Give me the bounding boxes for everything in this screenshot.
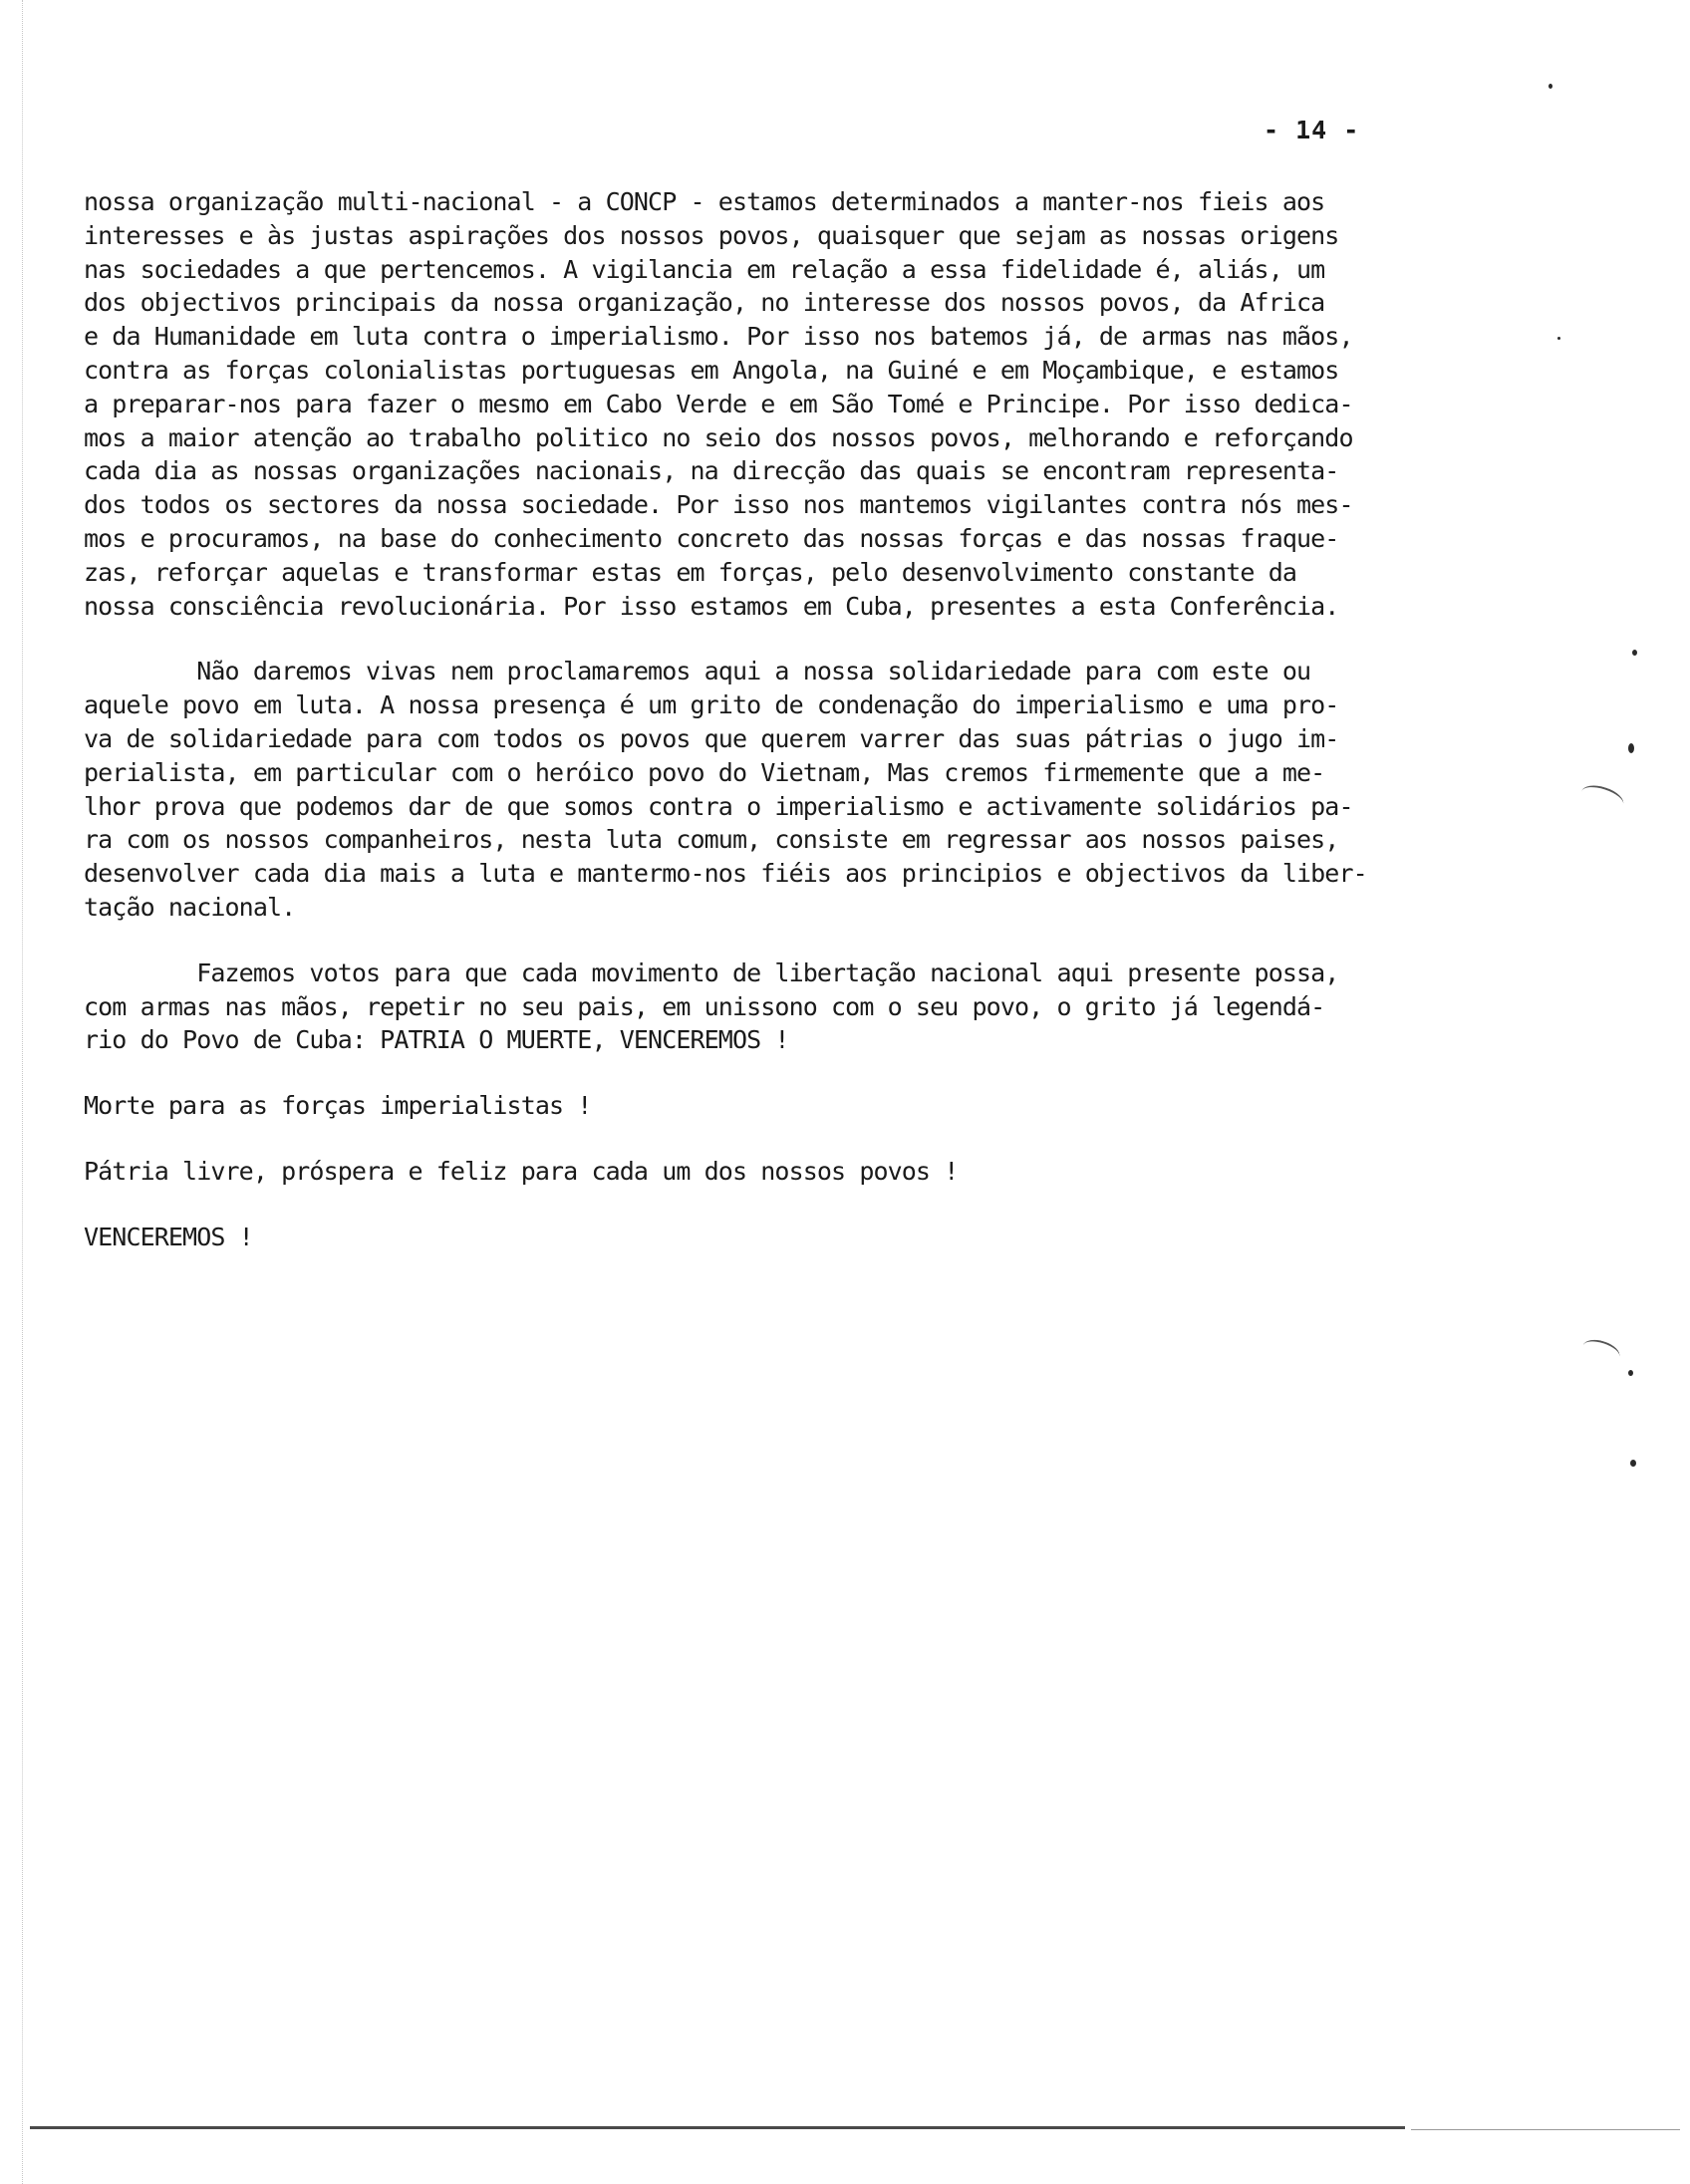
paragraph-spacer (84, 1057, 1519, 1089)
closing-line-2 (84, 1155, 1519, 1189)
scan-speck (1628, 1370, 1633, 1376)
text-line: e da Humanidade em luta contra o imperialismo. Por isso nos batemos já, de armas nas mãos, (84, 322, 1353, 352)
text-line: com armas nas mãos, repetir no seu pais, em unissono com o seu povo, o grito já legendá- (84, 991, 1325, 1021)
text-line: cada dia as nossas organizações nacionais, na direcção das quais se encontram representa- (84, 456, 1339, 486)
text-line: mos e procuramos, na base do conhecimento concreto das nossas forças e das nossas fraque- (84, 523, 1339, 553)
text-line: va de solidariedade para com todos os povos que querem varrer das suas pátrias o jugo im- (84, 723, 1339, 753)
text-line: desenvolver cada dia mais a luta e mantermo-nos fiéis aos principios e objectivos da liber- (84, 859, 1367, 889)
text-line: nas sociedades a que pertencemos. A vigilancia em relação a essa fidelidade é, aliás, um (84, 254, 1325, 284)
scan-speck (1630, 1460, 1636, 1467)
scan-speck (1549, 84, 1552, 89)
text-line: contra as forças colonialistas portuguesas em Angola, na Guiné e em Moçambique, e estamos (84, 355, 1339, 385)
text-line: tação nacional. (84, 892, 296, 922)
text-line: Morte para as forças imperialistas ! (84, 1091, 592, 1121)
paragraph-spacer (84, 1123, 1519, 1155)
text-line: a preparar-nos para fazer o mesmo em Cabo Verde e em São Tomé e Principe. Por isso dedica- (84, 389, 1353, 418)
scan-mark (1580, 1336, 1622, 1367)
paragraph-spacer (84, 1189, 1519, 1221)
text-line: dos todos os sectores da nossa sociedade. Por isso nos mantemos vigilantes contra nós mes- (84, 490, 1353, 520)
text-line: aquele povo em luta. A nossa presença é um grito de condenação do imperialismo e uma pro- (84, 690, 1339, 720)
text-line: zas, reforçar aquelas e transformar estas em forças, pelo desenvolvimento constante da (84, 557, 1297, 587)
text-line: nossa consciência revolucionária. Por isso estamos em Cuba, presentes a esta Conferência. (84, 591, 1339, 621)
text-line: perialista, em particular com o heróico povo do Vietnam, Mas cremos firmemente que a me- (84, 757, 1325, 787)
paragraph-1 (84, 185, 1519, 623)
text-line: VENCEREMOS ! (84, 1222, 253, 1251)
binding-margin-line (22, 0, 23, 2184)
paragraph-2 (84, 655, 1519, 924)
text-line: dos objectivos principais da nossa organização, no interesse dos nossos povos, da Africa (84, 288, 1325, 318)
text-line: rio do Povo de Cuba: PATRIA O MUERTE, VENCEREMOS ! (84, 1025, 789, 1055)
paragraph-spacer (84, 623, 1519, 655)
text-line: ra com os nossos companheiros, nesta luta comum, consiste em regressar aos nossos paises, (84, 825, 1339, 855)
text-line: lhor prova que podemos dar de que somos contra o imperialismo e activamente solidários pa- (84, 791, 1353, 821)
closing-line-3 (84, 1221, 1519, 1254)
bottom-rule (30, 2126, 1405, 2129)
closing-line-1 (84, 1089, 1519, 1123)
paragraph-3 (84, 956, 1519, 1057)
paragraph-spacer (84, 925, 1519, 956)
text-line: interesses e às justas aspirações dos nossos povos, quaisquer que sejam as nossas origens (84, 220, 1339, 250)
text-line: mos a maior atenção ao trabalho politico no seio dos nossos povos, melhorando e reforçando (84, 422, 1353, 452)
scan-speck (1557, 337, 1560, 340)
scan-speck (1628, 743, 1634, 753)
text-line: Pátria livre, próspera e feliz para cada um dos nossos povos ! (84, 1156, 959, 1186)
text-line: Não daremos vivas nem proclamaremos aqui a nossa solidariedade para com este ou (84, 657, 1311, 686)
scan-mark (1578, 781, 1627, 816)
text-line: nossa organização multi-nacional - a CONCP - estamos determinados a manter-nos fieis aos (84, 187, 1325, 216)
text-line: Fazemos votos para que cada movimento de libertação nacional aqui presente possa, (84, 957, 1339, 987)
page-number: - 14 - (1264, 116, 1360, 144)
bottom-rule (1411, 2129, 1680, 2130)
scan-speck (1632, 650, 1637, 656)
document-body (84, 185, 1519, 1254)
